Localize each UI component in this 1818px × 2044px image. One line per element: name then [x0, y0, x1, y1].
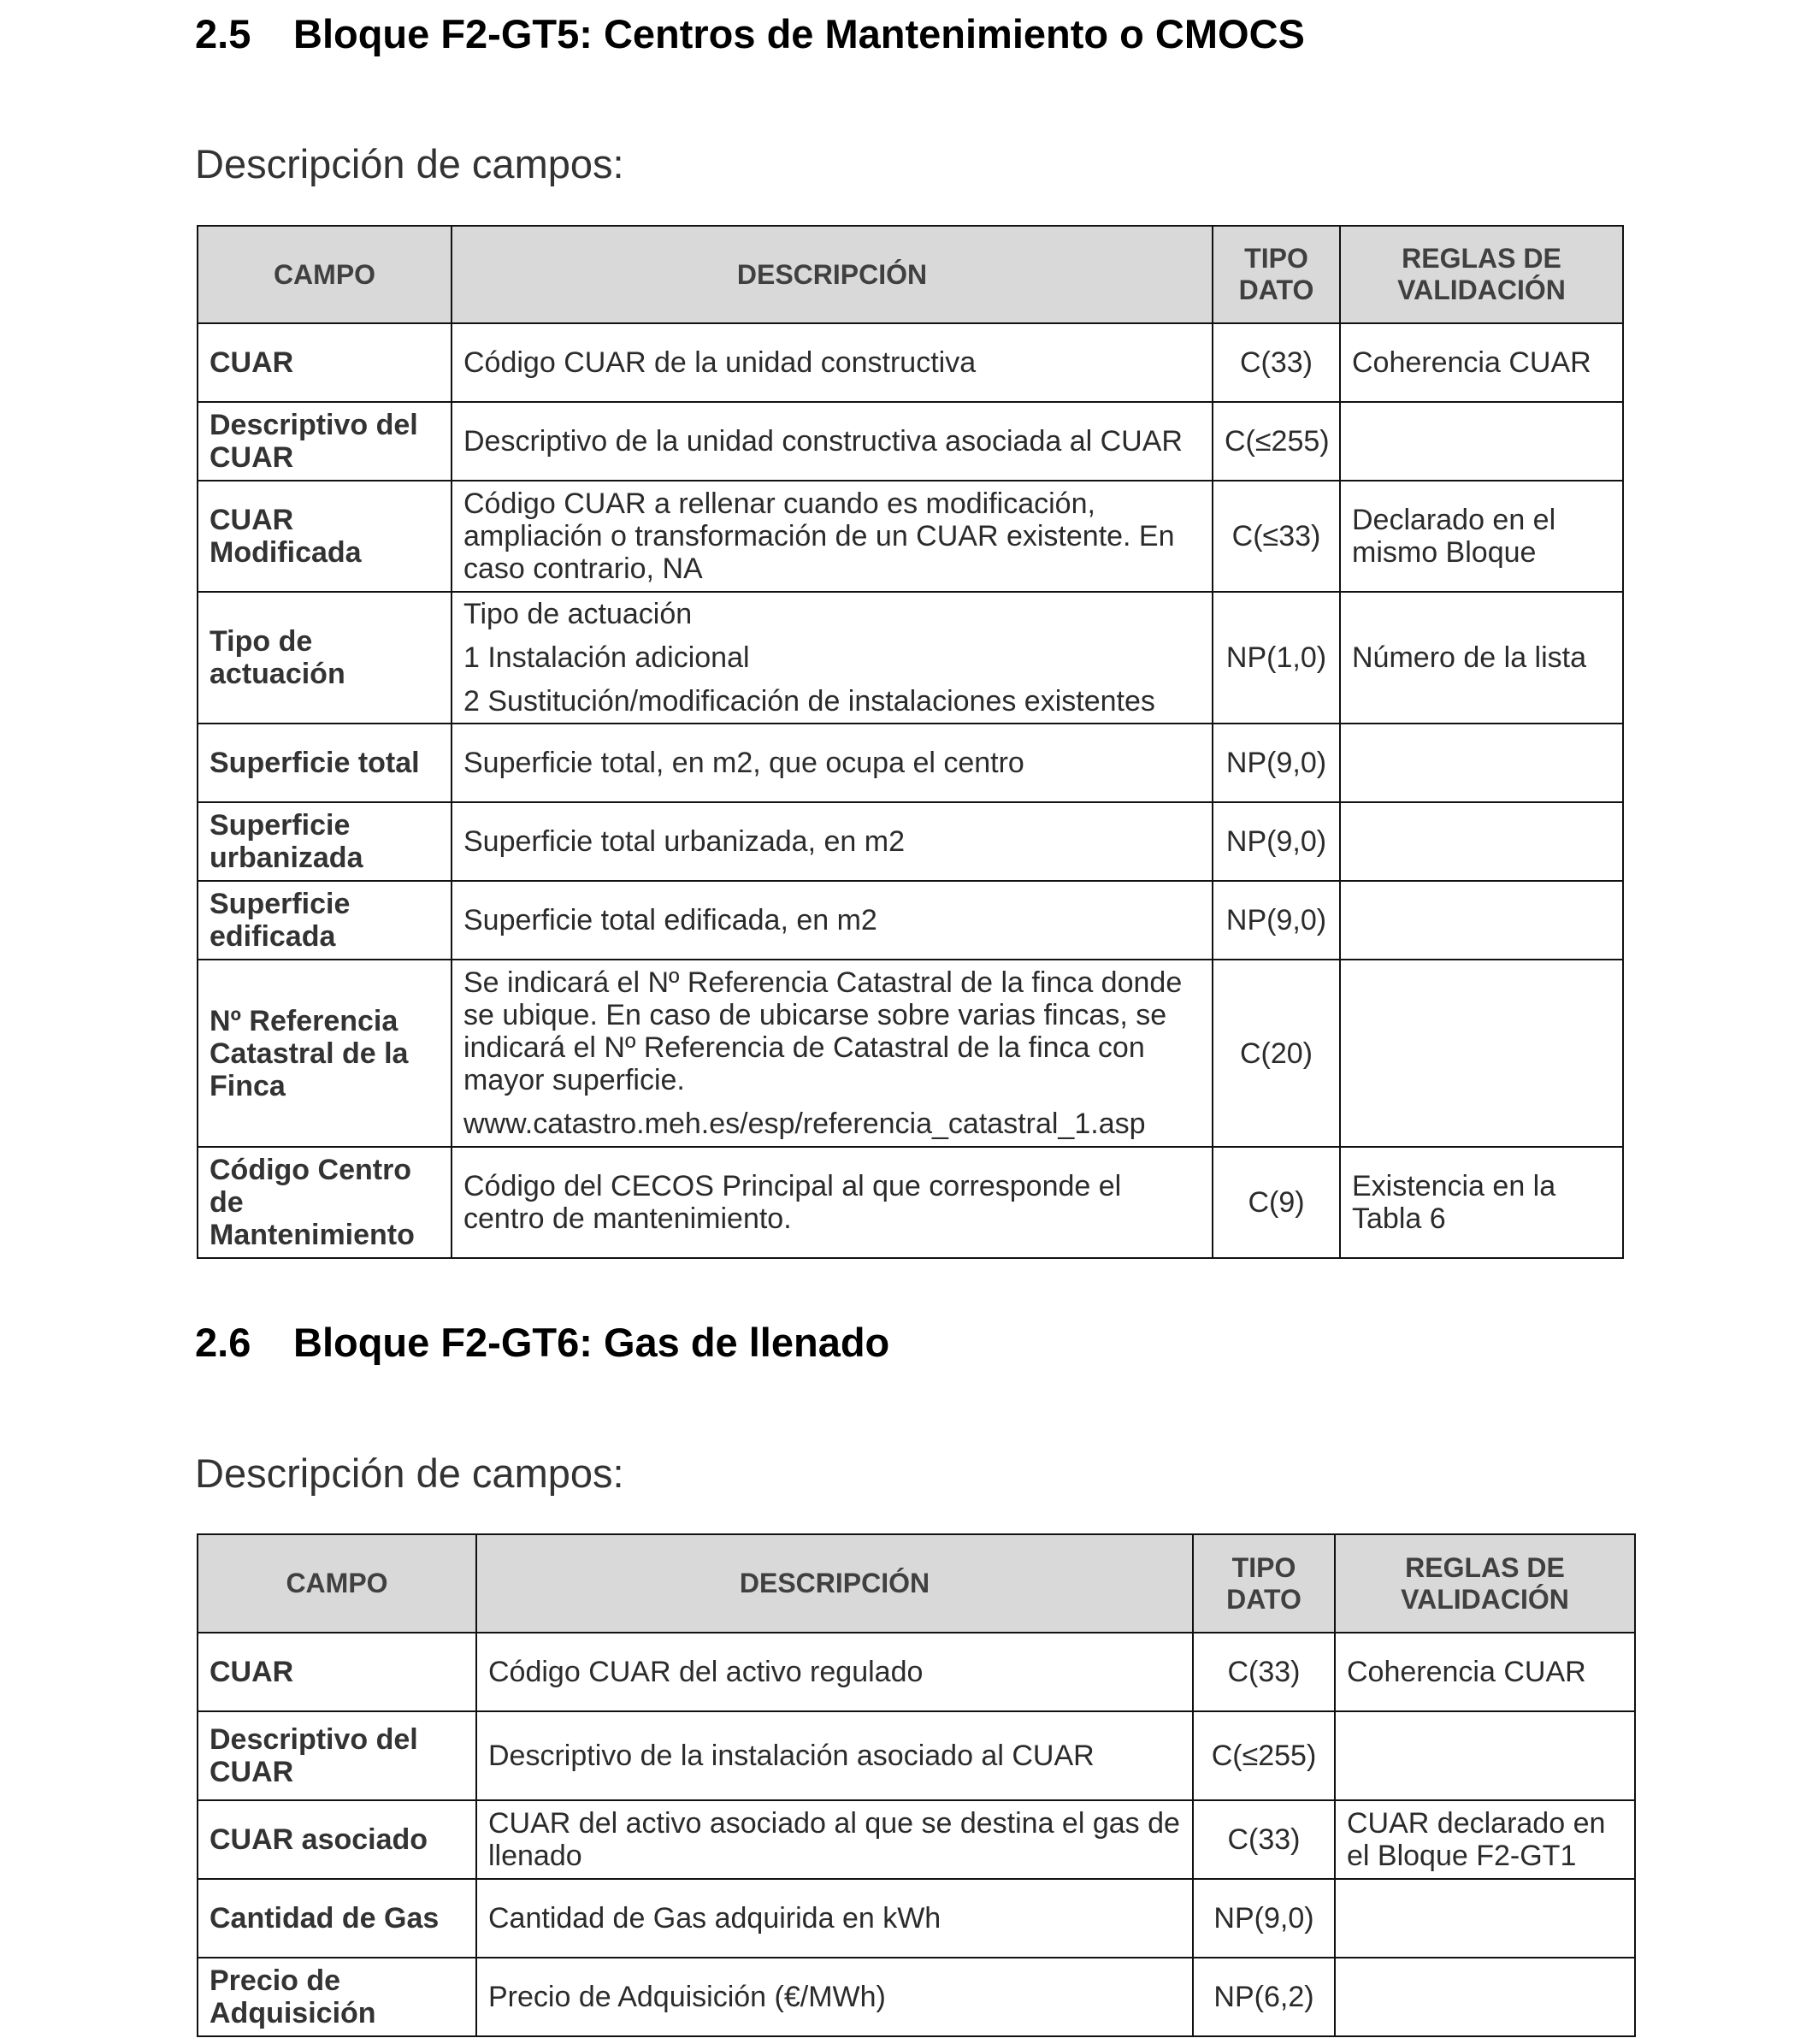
- descripcion-paragraph: Descriptivo de la instalación asociado al CUAR: [488, 1740, 1095, 1772]
- cell-tipo-dato: NP(1,0): [1213, 592, 1340, 724]
- cell-tipo-dato: C(33): [1193, 1633, 1335, 1711]
- section-title-text: Bloque F2-GT6: Gas de llenado: [293, 1320, 890, 1365]
- section-number: 2.5: [195, 11, 251, 56]
- descripcion-paragraph: Código CUAR de la unidad constructiva: [463, 346, 977, 379]
- cell-campo: Tipo de actuación: [198, 592, 452, 724]
- cell-descripcion: [476, 1800, 1193, 1879]
- header-reglas-validacion: REGLAS DE VALIDACIÓN: [1335, 1534, 1635, 1633]
- cell-tipo-dato: C(≤33): [1213, 481, 1340, 592]
- cell-reglas-validacion: [1335, 1711, 1635, 1800]
- cell-tipo-dato: NP(9,0): [1213, 724, 1340, 802]
- cell-campo: CUAR Modificada: [198, 481, 452, 592]
- cell-descripcion: [476, 1879, 1193, 1958]
- cell-campo: Cantidad de Gas: [198, 1879, 476, 1958]
- cell-descripcion: [476, 1711, 1193, 1800]
- table-row: [198, 1147, 1623, 1258]
- header-descripcion: DESCRIPCIÓN: [452, 226, 1213, 323]
- descripcion-paragraph: CUAR del activo asociado al que se destina el gas de llenado: [488, 1807, 1180, 1872]
- descripcion-paragraph: Descriptivo de la unidad constructiva asociada al CUAR: [463, 425, 1183, 458]
- cell-reglas-validacion: [1340, 960, 1623, 1147]
- cell-campo: Descriptivo del CUAR: [198, 402, 452, 481]
- table-header-row: [198, 226, 1623, 323]
- table-row: [198, 1879, 1635, 1958]
- cell-campo: Superficie urbanizada: [198, 802, 452, 881]
- table-row: [198, 402, 1623, 481]
- cell-tipo-dato: NP(9,0): [1213, 802, 1340, 881]
- cell-reglas-validacion: [1340, 724, 1623, 802]
- table-row: [198, 1711, 1635, 1800]
- table-row: [198, 1958, 1635, 2036]
- cell-tipo-dato: C(20): [1213, 960, 1340, 1147]
- cell-reglas-validacion: [1340, 881, 1623, 960]
- cell-reglas-validacion: [1335, 1879, 1635, 1958]
- cell-reglas-validacion: Existencia en la Tabla 6: [1340, 1147, 1623, 1258]
- descripcion-paragraph: Tipo de actuación: [463, 598, 693, 630]
- header-campo: CAMPO: [198, 1534, 476, 1633]
- cell-tipo-dato: NP(6,2): [1193, 1958, 1335, 2036]
- descripcion-paragraph: Código CUAR del activo regulado: [488, 1656, 924, 1688]
- cell-descripcion: [452, 323, 1213, 402]
- cell-reglas-validacion: [1335, 1958, 1635, 2036]
- table-row: [198, 1633, 1635, 1711]
- descripcion-paragraph: Superficie total urbanizada, en m2: [463, 825, 905, 858]
- cell-campo: CUAR: [198, 323, 452, 402]
- table-header-row: [198, 1534, 1635, 1633]
- fields-table-f2-gt6: [197, 1533, 1636, 2037]
- descripcion-paragraph: 2 Sustitución/modificación de instalaciones existentes: [463, 685, 1155, 718]
- cell-campo: CUAR: [198, 1633, 476, 1711]
- descripcion-paragraph: Se indicará el Nº Referencia Catastral de la finca donde se ubique. En caso de ubicarse sobre varias fincas, se indicará el Nº Referencia de Catastral de la finca con mayor superficie.: [463, 966, 1183, 1096]
- cell-campo: Precio de Adquisición: [198, 1958, 476, 2036]
- cell-descripcion: [452, 881, 1213, 960]
- header-descripcion: DESCRIPCIÓN: [476, 1534, 1193, 1633]
- section-number: 2.6: [195, 1320, 251, 1365]
- cell-reglas-validacion: Coherencia CUAR: [1335, 1633, 1635, 1711]
- cell-reglas-validacion: Coherencia CUAR: [1340, 323, 1623, 402]
- cell-tipo-dato: C(9): [1213, 1147, 1340, 1258]
- table-row: [198, 802, 1623, 881]
- fields-table-f2-gt5: [197, 225, 1624, 1259]
- cell-reglas-validacion: CUAR declarado en el Bloque F2-GT1: [1335, 1800, 1635, 1879]
- section-title-2-6: [195, 1319, 889, 1366]
- cell-tipo-dato: NP(9,0): [1193, 1879, 1335, 1958]
- descripcion-paragraph: 1 Instalación adicional: [463, 641, 750, 674]
- cell-descripcion: [452, 1147, 1213, 1258]
- cell-campo: Descriptivo del CUAR: [198, 1711, 476, 1800]
- cell-tipo-dato: C(≤255): [1193, 1711, 1335, 1800]
- cell-reglas-validacion: [1340, 402, 1623, 481]
- cell-descripcion: [476, 1958, 1193, 2036]
- cell-reglas-validacion: Declarado en el mismo Bloque: [1340, 481, 1623, 592]
- fields-description-heading: Descripción de campos:: [195, 1450, 624, 1496]
- cell-tipo-dato: C(33): [1193, 1800, 1335, 1879]
- table-row: [198, 960, 1623, 1147]
- cell-descripcion: [452, 724, 1213, 802]
- cell-tipo-dato: C(33): [1213, 323, 1340, 402]
- descripcion-paragraph: Código del CECOS Principal al que corresponde el centro de mantenimiento.: [463, 1170, 1122, 1235]
- header-campo: CAMPO: [198, 226, 452, 323]
- cell-campo: Nº Referencia Catastral de la Finca: [198, 960, 452, 1147]
- cell-reglas-validacion: Número de la lista: [1340, 592, 1623, 724]
- section-title-text: Bloque F2-GT5: Centros de Mantenimiento o CMOCS: [293, 11, 1305, 56]
- table-row: [198, 323, 1623, 402]
- fields-description-heading: Descripción de campos:: [195, 141, 624, 186]
- cell-reglas-validacion: [1340, 802, 1623, 881]
- table-row: [198, 724, 1623, 802]
- descripcion-paragraph: Superficie total edificada, en m2: [463, 904, 877, 936]
- descripcion-paragraph: Precio de Adquisición (€/MWh): [488, 1981, 886, 2013]
- cell-descripcion: [476, 1633, 1193, 1711]
- descripcion-paragraph: Código CUAR a rellenar cuando es modificación, ampliación o transformación de un CUAR existente. En caso contrario, NA: [463, 487, 1175, 585]
- descripcion-paragraph: www.catastro.meh.es/esp/referencia_catastral_1.asp: [463, 1108, 1146, 1140]
- table-row: [198, 592, 1623, 724]
- cell-tipo-dato: C(≤255): [1213, 402, 1340, 481]
- descripcion-paragraph: Cantidad de Gas adquirida en kWh: [488, 1902, 941, 1935]
- cell-descripcion: [452, 481, 1213, 592]
- table-row: [198, 881, 1623, 960]
- cell-descripcion: [452, 592, 1213, 724]
- header-tipo-dato: TIPO DATO: [1193, 1534, 1335, 1633]
- cell-campo: Código Centro de Mantenimiento: [198, 1147, 452, 1258]
- table-row: [198, 481, 1623, 592]
- cell-campo: Superficie total: [198, 724, 452, 802]
- cell-descripcion: [452, 402, 1213, 481]
- cell-descripcion: [452, 802, 1213, 881]
- descripcion-paragraph: Superficie total, en m2, que ocupa el centro: [463, 747, 1024, 779]
- cell-tipo-dato: NP(9,0): [1213, 881, 1340, 960]
- table-row: [198, 1800, 1635, 1879]
- header-tipo-dato: TIPO DATO: [1213, 226, 1340, 323]
- cell-campo: CUAR asociado: [198, 1800, 476, 1879]
- cell-campo: Superficie edificada: [198, 881, 452, 960]
- cell-descripcion: [452, 960, 1213, 1147]
- header-reglas-validacion: REGLAS DE VALIDACIÓN: [1340, 226, 1623, 323]
- section-title-2-5: [195, 10, 1305, 57]
